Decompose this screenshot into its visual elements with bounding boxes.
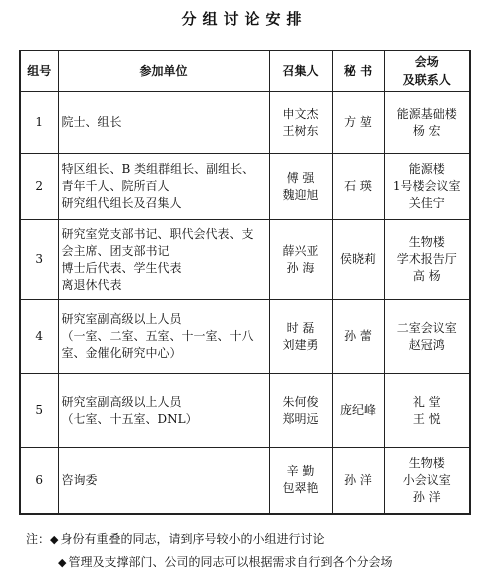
notes (26, 528, 392, 574)
units-line: 研究室党支部书记、职代会代表、支 (61, 226, 254, 241)
venue-line: 关佳宁 (408, 196, 445, 210)
units-cell (58, 374, 269, 448)
convener-name: 包翠艳 (282, 481, 319, 496)
header-venue-line2: 及联系人 (402, 73, 451, 87)
units-line: 研究室副高级以上人员 (61, 312, 182, 326)
table-row (20, 374, 470, 448)
convener-name: 郑明远 (282, 411, 319, 426)
note-text: 身份有重叠的同志，请到序号较小的小组进行讨论 (60, 532, 325, 546)
venue-line: 王 悦 (412, 411, 441, 426)
venue-line: 杨 宏 (412, 123, 441, 138)
convener-cell (269, 300, 332, 374)
venue-line: 礼 堂 (412, 394, 441, 409)
group-number-cell: 1 (20, 92, 58, 154)
convener-name: 薛兴亚 (282, 243, 319, 258)
venue-cell (384, 300, 470, 374)
convener-name: 魏迎旭 (282, 187, 319, 202)
convener-cell (269, 220, 332, 300)
units-line: 离退休代表 (61, 277, 122, 292)
secretary-cell: 庞纪峰 (332, 374, 384, 448)
units-line: 咨询委 (61, 472, 98, 487)
units-line: 室、金催化研究中心） (61, 346, 182, 360)
notes-prefix: 注： (26, 532, 51, 546)
header-group: 组号 (20, 51, 58, 92)
convener-name: 王树东 (282, 123, 319, 138)
table-row (20, 448, 470, 514)
diamond-bullet-icon: ◆ (58, 556, 67, 569)
units-line: 博士后代表、学生代表 (61, 260, 182, 275)
units-cell (58, 92, 269, 154)
venue-line: 高 杨 (412, 269, 441, 283)
convener-name: 申文杰 (282, 106, 319, 121)
header-secretary: 秘 书 (332, 51, 384, 92)
units-line: 研究组代组长及召集人 (61, 196, 182, 210)
header-venue (384, 51, 470, 92)
group-number-cell: 4 (20, 300, 58, 374)
convener-name: 傅 强 (286, 170, 315, 185)
convener-name: 时 磊 (286, 320, 315, 335)
note-item (26, 528, 392, 551)
units-cell (58, 220, 269, 300)
units-line: 青年千人、院所百人 (61, 179, 170, 193)
venue-cell (384, 220, 470, 300)
venue-line: 孙 洋 (412, 489, 441, 504)
group-number-cell: 6 (20, 448, 58, 514)
units-line: 特区组长、B 类组群组长、副组长、 (61, 162, 255, 176)
venue-line: 学术报告厅 (396, 252, 457, 266)
diamond-bullet-icon: ◆ (50, 533, 59, 546)
group-number-cell: 5 (20, 374, 58, 448)
table-row (20, 220, 470, 300)
secretary-cell: 孙 洋 (332, 448, 384, 514)
group-number-cell: 3 (20, 220, 58, 300)
units-line: （一室、二室、五室、十一室、十八 (61, 329, 254, 343)
group-number-cell: 2 (20, 154, 58, 220)
secretary-cell: 侯晓莉 (332, 220, 384, 300)
table-row (20, 154, 470, 220)
units-line: （七室、十五室、DNL） (61, 411, 198, 426)
units-line: 研究室副高级以上人员 (61, 394, 182, 409)
convener-name: 朱何俊 (282, 394, 319, 409)
venue-line: 生物楼 (408, 235, 445, 249)
schedule-table (19, 50, 471, 515)
convener-cell (269, 154, 332, 220)
header-convener: 召集人 (269, 51, 332, 92)
venue-cell (384, 448, 470, 514)
convener-cell (269, 374, 332, 448)
units-line: 会主席、团支部书记 (61, 243, 170, 258)
secretary-cell: 方 堃 (332, 92, 384, 154)
units-cell (58, 448, 269, 514)
table-row (20, 300, 470, 374)
venue-cell (384, 92, 470, 154)
venue-cell (384, 374, 470, 448)
venue-line: 生物楼 (408, 455, 445, 470)
venue-line: 二室会议室 (396, 320, 457, 335)
units-cell (58, 300, 269, 374)
note-item (26, 551, 392, 574)
page-title: 分组讨论安排 (181, 10, 308, 28)
units-cell (58, 154, 269, 220)
note-text: 管理及支撑部门、公司的同志可以根据需求自行到各个分会场 (68, 555, 393, 569)
secretary-cell: 孙 蕾 (332, 300, 384, 374)
convener-cell (269, 92, 332, 154)
venue-cell (384, 154, 470, 220)
convener-cell (269, 448, 332, 514)
convener-name: 刘建勇 (282, 337, 319, 352)
secretary-cell: 石 瑛 (332, 154, 384, 220)
venue-line: 赵冠鸿 (408, 337, 445, 352)
venue-line: 能源基础楼 (396, 106, 457, 121)
header-venue-line1: 会场 (414, 55, 439, 69)
header-units: 参加单位 (58, 51, 269, 92)
venue-line: 小会议室 (402, 472, 451, 487)
units-line: 院士、组长 (61, 115, 122, 129)
venue-line: 能源楼 (408, 162, 445, 176)
table-row (20, 92, 470, 154)
table-header-row (20, 51, 470, 92)
venue-line: 1号楼会议室 (392, 179, 461, 193)
convener-name: 孙 海 (286, 260, 315, 275)
convener-name: 辛 勤 (286, 464, 315, 479)
